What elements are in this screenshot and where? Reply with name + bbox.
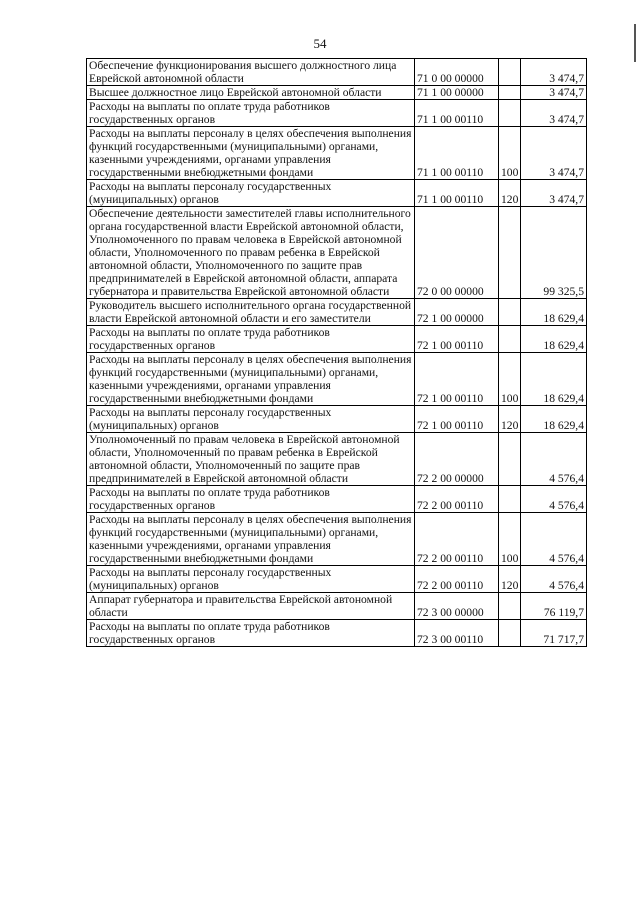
row-code: 71 0 00 00000	[415, 59, 499, 86]
row-name: Расходы на выплаты персоналу государственных (муниципальных) органов	[87, 406, 415, 433]
row-expense-type	[499, 299, 521, 326]
row-code: 72 3 00 00000	[415, 593, 499, 620]
row-name: Расходы на выплаты по оплате труда работников государственных органов	[87, 326, 415, 353]
row-name: Обеспечение функционирования высшего должностного лица Еврейской автономной области	[87, 59, 415, 86]
row-amount: 71 717,7	[521, 620, 587, 647]
row-name: Расходы на выплаты по оплате труда работников государственных органов	[87, 620, 415, 647]
row-code: 71 1 00 00110	[415, 127, 499, 180]
row-code: 71 1 00 00000	[415, 86, 499, 100]
row-amount: 3 474,7	[521, 59, 587, 86]
row-amount: 18 629,4	[521, 326, 587, 353]
row-expense-type	[499, 326, 521, 353]
table-row	[87, 593, 587, 620]
row-code: 72 2 00 00110	[415, 513, 499, 566]
row-code: 72 2 00 00110	[415, 566, 499, 593]
table-row	[87, 180, 587, 207]
row-code: 72 1 00 00110	[415, 326, 499, 353]
row-amount: 18 629,4	[521, 353, 587, 406]
row-name: Уполномоченный по правам человека в Еврейской автономной области, Уполномоченный по правам ребенка в Еврейской автономной области, Уполномоченный по защите прав предпринимателей в Еврейской автономной области	[87, 433, 415, 486]
row-name: Обеспечение деятельности заместителей главы исполнительного органа государственной власти Еврейской автономной области, Уполномоченного по правам человека в Еврейской автономной области, Уполномоченного по правам ребенка в Еврейской автономной области, Уполномоченного по защите прав предпринимателей в Еврейской автономной области, аппарата губернатора и правительства Еврейской автономной области	[87, 207, 415, 299]
row-amount: 3 474,7	[521, 127, 587, 180]
row-expense-type: 120	[499, 566, 521, 593]
row-amount: 4 576,4	[521, 513, 587, 566]
row-code: 72 3 00 00110	[415, 620, 499, 647]
row-expense-type: 120	[499, 406, 521, 433]
table-row	[87, 127, 587, 180]
table-row	[87, 326, 587, 353]
row-amount: 3 474,7	[521, 100, 587, 127]
table-row	[87, 620, 587, 647]
row-name: Расходы на выплаты персоналу государственных (муниципальных) органов	[87, 566, 415, 593]
row-amount: 4 576,4	[521, 486, 587, 513]
table-row	[87, 59, 587, 86]
table-row	[87, 486, 587, 513]
row-amount: 3 474,7	[521, 86, 587, 100]
row-amount: 18 629,4	[521, 406, 587, 433]
table-row	[87, 513, 587, 566]
budget-table	[86, 58, 587, 647]
row-expense-type	[499, 100, 521, 127]
row-amount: 4 576,4	[521, 433, 587, 486]
row-expense-type: 100	[499, 127, 521, 180]
table-row	[87, 86, 587, 100]
row-code: 72 1 00 00110	[415, 353, 499, 406]
row-name: Расходы на выплаты персоналу в целях обеспечения выполнения функций государственными (муниципальными) органами, казенными учреждениями, органами управления государственными внебюджетными фондами	[87, 513, 415, 566]
row-expense-type: 100	[499, 353, 521, 406]
row-expense-type	[499, 593, 521, 620]
row-expense-type	[499, 433, 521, 486]
row-name: Расходы на выплаты персоналу в целях обеспечения выполнения функций государственными (муниципальными) органами, казенными учреждениями, органами управления государственными внебюджетными фондами	[87, 353, 415, 406]
row-code: 71 1 00 00110	[415, 180, 499, 207]
scan-edge-mark	[634, 24, 636, 62]
row-name: Расходы на выплаты персоналу государственных (муниципальных) органов	[87, 180, 415, 207]
row-amount: 76 119,7	[521, 593, 587, 620]
row-code: 71 1 00 00110	[415, 100, 499, 127]
row-expense-type: 100	[499, 513, 521, 566]
row-name: Расходы на выплаты персоналу в целях обеспечения выполнения функций государственными (муниципальными) органами, казенными учреждениями, органами управления государственными внебюджетными фондами	[87, 127, 415, 180]
row-code: 72 1 00 00110	[415, 406, 499, 433]
table-row	[87, 353, 587, 406]
row-expense-type	[499, 207, 521, 299]
table-row	[87, 299, 587, 326]
row-expense-type: 120	[499, 180, 521, 207]
row-name: Расходы на выплаты по оплате труда работников государственных органов	[87, 100, 415, 127]
page-number: 54	[313, 36, 327, 51]
row-name: Руководитель высшего исполнительного органа государственной власти Еврейской автономной области и его заместители	[87, 299, 415, 326]
row-code: 72 1 00 00000	[415, 299, 499, 326]
row-expense-type	[499, 86, 521, 100]
row-expense-type	[499, 59, 521, 86]
row-expense-type	[499, 486, 521, 513]
table-row	[87, 406, 587, 433]
budget-table-body	[87, 59, 587, 647]
row-amount: 3 474,7	[521, 180, 587, 207]
row-amount: 18 629,4	[521, 299, 587, 326]
row-code: 72 2 00 00000	[415, 433, 499, 486]
row-expense-type	[499, 620, 521, 647]
table-row	[87, 433, 587, 486]
row-name: Аппарат губернатора и правительства Еврейской автономной области	[87, 593, 415, 620]
row-amount: 99 325,5	[521, 207, 587, 299]
row-code: 72 0 00 00000	[415, 207, 499, 299]
row-code: 72 2 00 00110	[415, 486, 499, 513]
table-row	[87, 566, 587, 593]
row-amount: 4 576,4	[521, 566, 587, 593]
row-name: Расходы на выплаты по оплате труда работников государственных органов	[87, 486, 415, 513]
row-name: Высшее должностное лицо Еврейской автономной области	[87, 86, 415, 100]
table-row	[87, 207, 587, 299]
table-row	[87, 100, 587, 127]
